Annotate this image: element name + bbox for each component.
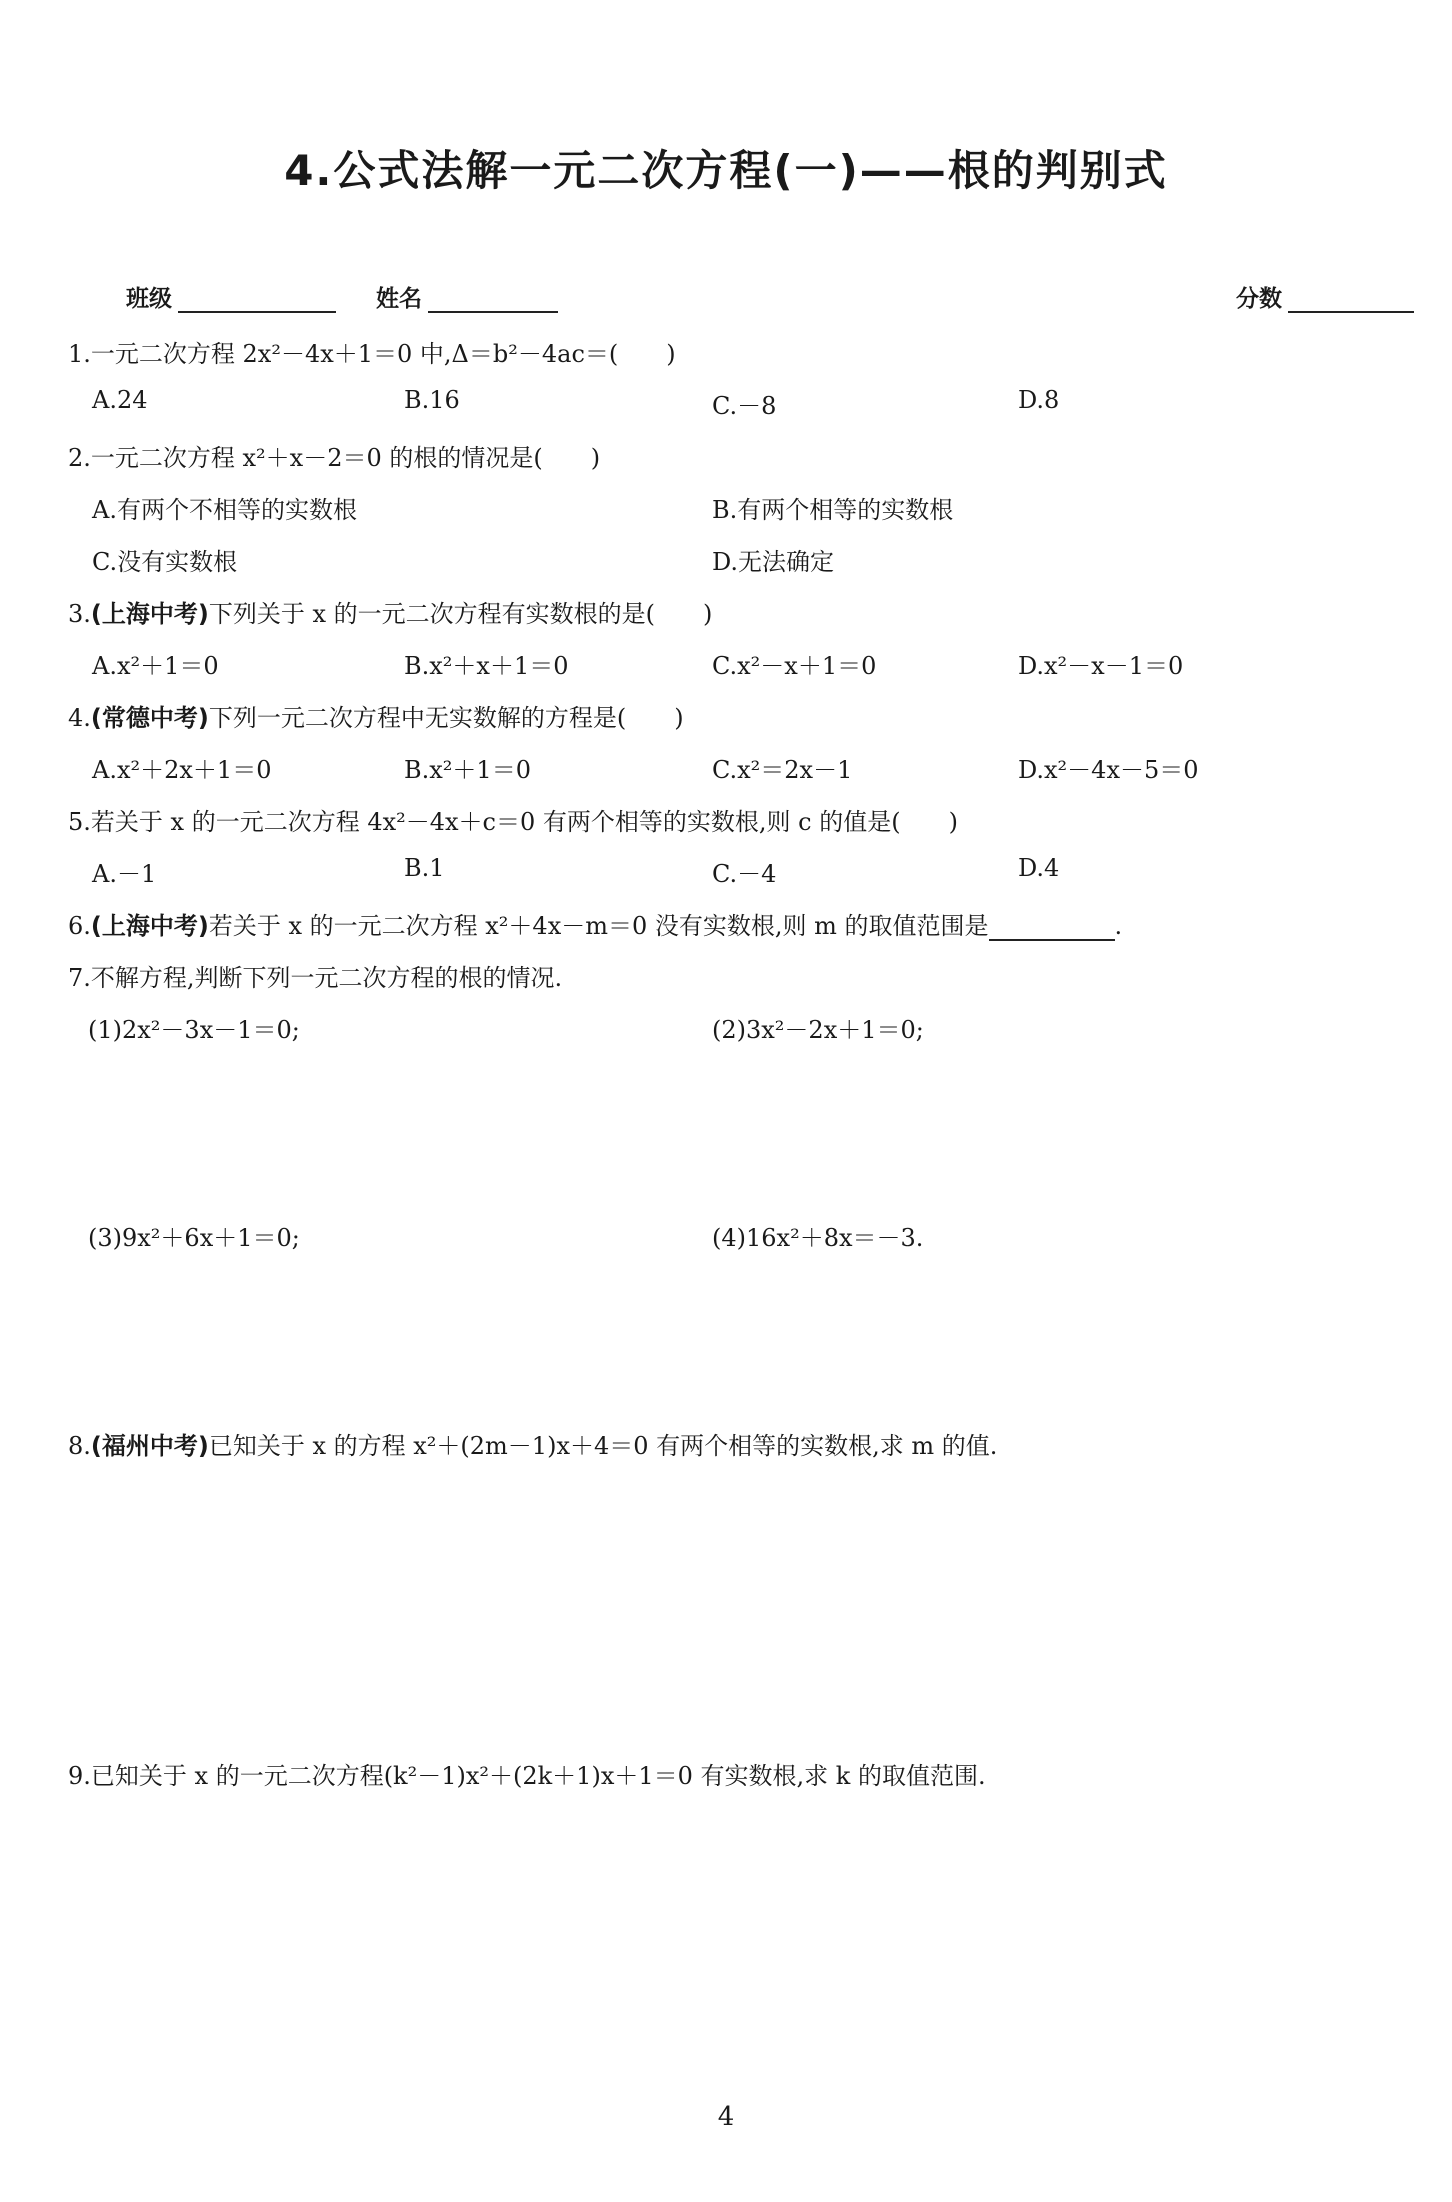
q4-text: 下列一元二次方程中无实数解的方程是( ) (208, 704, 684, 732)
class-field (126, 280, 336, 313)
page-number: 4 (717, 2102, 735, 2132)
score-blank[interactable] (1288, 285, 1414, 313)
q2-option-a: A.有两个不相等的实数根 (92, 496, 357, 524)
name-blank[interactable] (428, 285, 558, 313)
q2-option-d: D.无法确定 (712, 548, 835, 576)
q5-option-b: B.1 (404, 854, 445, 882)
question-3 (68, 594, 712, 629)
q2-option-c: C.没有实数根 (92, 548, 238, 576)
question-2: 2.一元二次方程 x²＋x－2＝0 的根的情况是( ) (68, 444, 601, 472)
question-5: 5.若关于 x 的一元二次方程 4x²－4x＋c＝0 有两个相等的实数根,则 c 的值是( ) (68, 808, 958, 836)
q6-end: . (1114, 912, 1123, 940)
page-title: 4.公式法解一元二次方程(一)——根的判别式 (284, 146, 1168, 195)
q3-text: 下列关于 x 的一元二次方程有实数根的是( ) (208, 600, 713, 628)
q4-option-d: D.x²－4x－5＝0 (1018, 756, 1199, 784)
q6-source: (上海中考) (90, 912, 209, 940)
q5-option-c: C.－4 (712, 860, 777, 888)
q4-option-a: A.x²＋2x＋1＝0 (92, 756, 272, 784)
question-8 (68, 1426, 997, 1461)
q1-option-b: B.16 (404, 386, 460, 414)
q3-number: 3. (68, 600, 91, 628)
q5-option-d: D.4 (1018, 854, 1060, 882)
q8-number: 8. (68, 1432, 91, 1460)
q7-part-3: (3)9x²＋6x＋1＝0; (88, 1224, 300, 1252)
q7-part-2: (2)3x²－2x＋1＝0; (712, 1016, 924, 1044)
q6-answer-blank[interactable] (989, 915, 1115, 941)
q1-option-a: A.24 (92, 386, 148, 414)
q1-option-d: D.8 (1018, 386, 1060, 414)
class-blank[interactable] (178, 285, 336, 313)
q7-part-4: (4)16x²＋8x＝－3. (712, 1224, 924, 1252)
class-label: 班级 (126, 286, 172, 312)
q3-option-a: A.x²＋1＝0 (92, 652, 219, 680)
question-7: 7.不解方程,判断下列一元二次方程的根的情况. (68, 964, 563, 992)
score-label: 分数 (1236, 286, 1282, 312)
question-9: 9.已知关于 x 的一元二次方程(k²－1)x²＋(2k＋1)x＋1＝0 有实数根,求 k 的取值范围. (68, 1762, 986, 1790)
name-label: 姓名 (376, 286, 422, 312)
q1-option-c: C.－8 (712, 392, 777, 420)
q3-option-d: D.x²－x－1＝0 (1018, 652, 1184, 680)
q3-option-b: B.x²＋x＋1＝0 (404, 652, 569, 680)
q4-source: (常德中考) (90, 704, 209, 732)
question-4 (68, 698, 684, 733)
question-6 (68, 906, 1122, 941)
q5-option-a: A.－1 (92, 860, 157, 888)
q3-source: (上海中考) (90, 600, 209, 628)
name-field (376, 280, 558, 313)
q7-part-1: (1)2x²－3x－1＝0; (88, 1016, 300, 1044)
q8-text: 已知关于 x 的方程 x²＋(2m－1)x＋4＝0 有两个相等的实数根,求 m 的值. (208, 1432, 998, 1460)
q4-number: 4. (68, 704, 91, 732)
q6-text: 若关于 x 的一元二次方程 x²＋4x－m＝0 没有实数根,则 m 的取值范围是 (208, 912, 989, 940)
q2-option-b: B.有两个相等的实数根 (712, 496, 954, 524)
score-field (1236, 280, 1414, 313)
q6-number: 6. (68, 912, 91, 940)
q4-option-b: B.x²＋1＝0 (404, 756, 531, 784)
q8-source: (福州中考) (90, 1432, 209, 1460)
q3-option-c: C.x²－x＋1＝0 (712, 652, 877, 680)
q4-option-c: C.x²＝2x－1 (712, 756, 853, 784)
question-1: 1.一元二次方程 2x²－4x＋1＝0 中,Δ＝b²－4ac＝( ) (68, 340, 676, 368)
